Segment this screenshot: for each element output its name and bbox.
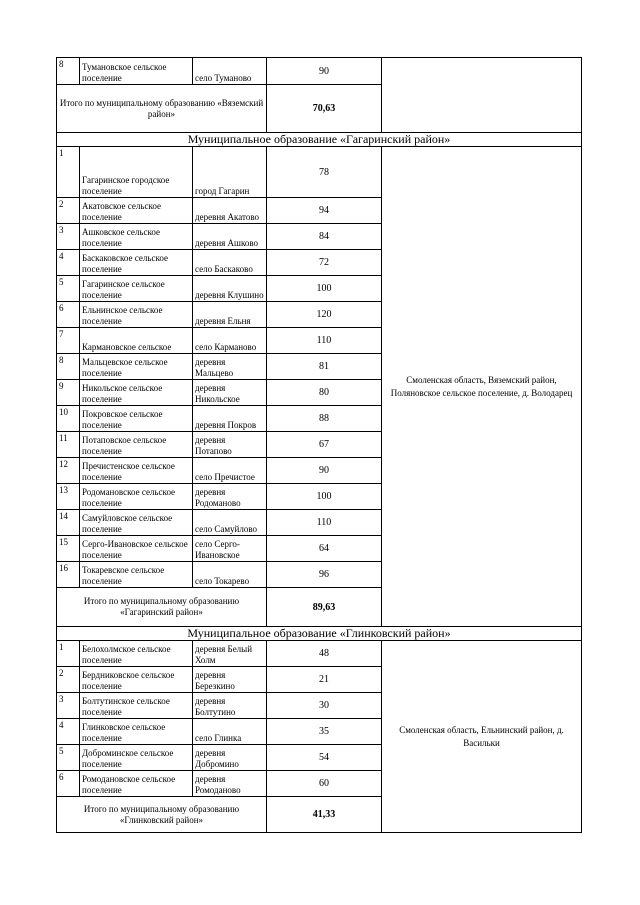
settlement-name: Тумановское сельское поселение — [80, 58, 193, 85]
row-number: 4 — [57, 719, 80, 745]
value-cell: 81 — [267, 354, 382, 380]
value-cell: 100 — [267, 484, 382, 510]
settlement-name: Акатовское сельское поселение — [80, 198, 193, 224]
settlement-name: Никольское сельское поселение — [80, 380, 193, 406]
admin-center: деревня Болтутино — [193, 693, 267, 719]
settlement-name: Покровское сельское поселение — [80, 406, 193, 432]
value-cell: 80 — [267, 380, 382, 406]
settlement-name: Мальцевское сельское поселение — [80, 354, 193, 380]
settlement-name: Серго-Ивановское сельское поселение — [80, 536, 193, 562]
value-cell: 64 — [267, 536, 382, 562]
settlement-name: Гагаринское городское поселение — [80, 147, 193, 198]
value-cell: 110 — [267, 510, 382, 536]
value-cell: 30 — [267, 693, 382, 719]
admin-center: деревня Акатово — [193, 198, 267, 224]
value-cell: 54 — [267, 745, 382, 771]
total-value: 89,63 — [267, 588, 382, 627]
admin-center: деревня Ельня — [193, 302, 267, 328]
location-cell: Смоленская область, Вяземский район, Поляновское сельское поселение, д. Володарец — [382, 147, 582, 627]
value-cell: 90 — [267, 458, 382, 484]
value-cell: 100 — [267, 276, 382, 302]
value-cell: 48 — [267, 641, 382, 667]
admin-center: деревня Ромоданово — [193, 771, 267, 797]
settlement-name: Потаповское сельское поселение — [80, 432, 193, 458]
total-value: 41,33 — [267, 797, 382, 833]
admin-center: деревня Потапово — [193, 432, 267, 458]
location-cell-empty — [382, 58, 582, 133]
settlement-name: Гагаринское сельское поселение — [80, 276, 193, 302]
settlement-name: Глинковское сельское поселение — [80, 719, 193, 745]
admin-center: деревня Белый Холм — [193, 641, 267, 667]
settlement-name: Кармановское сельское — [80, 328, 193, 354]
settlement-name: Ромодановское сельское поселение — [80, 771, 193, 797]
table-row — [57, 147, 582, 198]
section-header-row — [57, 627, 582, 641]
row-number: 16 — [57, 562, 80, 588]
value-cell: 67 — [267, 432, 382, 458]
value-cell: 84 — [267, 224, 382, 250]
settlement-name: Ашковское сельское поселение — [80, 224, 193, 250]
row-number: 2 — [57, 198, 80, 224]
row-number: 13 — [57, 484, 80, 510]
admin-center: город Гагарин — [193, 147, 267, 198]
total-value: 70,63 — [267, 85, 382, 133]
row-number: 6 — [57, 771, 80, 797]
admin-center: деревня Никольское — [193, 380, 267, 406]
row-number: 8 — [57, 58, 80, 85]
row-number: 10 — [57, 406, 80, 432]
value-cell: 60 — [267, 771, 382, 797]
value-cell: 120 — [267, 302, 382, 328]
total-label: Итого по муниципальному образованию «Глинковский район» — [57, 797, 267, 833]
row-number: 4 — [57, 250, 80, 276]
admin-center: деревня Клушино — [193, 276, 267, 302]
row-number: 11 — [57, 432, 80, 458]
settlement-name: Ельнинское сельское поселение — [80, 302, 193, 328]
settlement-name: Токаревское сельское поселение — [80, 562, 193, 588]
admin-center: деревня Покров — [193, 406, 267, 432]
settlement-name: Родомановское сельское поселение — [80, 484, 193, 510]
total-label: Итого по муниципальному образованию «Гагаринский район» — [57, 588, 267, 627]
row-number: 5 — [57, 276, 80, 302]
admin-center: село Туманово — [193, 58, 267, 85]
row-number: 6 — [57, 302, 80, 328]
value-cell: 78 — [267, 147, 382, 198]
settlement-name: Белохолмское сельское поселение — [80, 641, 193, 667]
value-cell: 94 — [267, 198, 382, 224]
row-number: 7 — [57, 328, 80, 354]
admin-center: деревня Мальцево — [193, 354, 267, 380]
row-number: 9 — [57, 380, 80, 406]
value-cell: 96 — [267, 562, 382, 588]
location-cell: Смоленская область, Ельнинский район, д. Васильки — [382, 641, 582, 833]
row-number: 1 — [57, 147, 80, 198]
admin-center: село Карманово — [193, 328, 267, 354]
section-title: Муниципальное образование «Гагаринский район» — [57, 133, 582, 147]
admin-center: село Самуйлово — [193, 510, 267, 536]
row-number: 2 — [57, 667, 80, 693]
section-title: Муниципальное образование «Глинковский район» — [57, 627, 582, 641]
settlements-table — [56, 57, 582, 833]
row-number: 14 — [57, 510, 80, 536]
admin-center: село Пречистое — [193, 458, 267, 484]
table-row — [57, 58, 582, 85]
admin-center: деревня Ашково — [193, 224, 267, 250]
value-cell: 90 — [267, 58, 382, 85]
row-number: 8 — [57, 354, 80, 380]
row-number: 15 — [57, 536, 80, 562]
row-number: 3 — [57, 693, 80, 719]
row-number: 5 — [57, 745, 80, 771]
value-cell: 110 — [267, 328, 382, 354]
settlement-name: Самуйловское сельское поселение — [80, 510, 193, 536]
admin-center: село Серго-Ивановское — [193, 536, 267, 562]
admin-center: деревня Березкино — [193, 667, 267, 693]
settlement-name: Доброминское сельское поселение — [80, 745, 193, 771]
row-number: 1 — [57, 641, 80, 667]
settlement-name: Баскаковское сельское поселение — [80, 250, 193, 276]
value-cell: 88 — [267, 406, 382, 432]
value-cell: 21 — [267, 667, 382, 693]
row-number: 12 — [57, 458, 80, 484]
settlement-name: Пречистенское сельское поселение — [80, 458, 193, 484]
admin-center: деревня Родоманово — [193, 484, 267, 510]
settlement-name: Болтутинское сельское поселение — [80, 693, 193, 719]
admin-center: село Токарево — [193, 562, 267, 588]
row-number: 3 — [57, 224, 80, 250]
document-page — [56, 57, 581, 833]
total-label: Итого по муниципальному образованию «Вяземский район» — [57, 85, 267, 133]
table-row — [57, 641, 582, 667]
admin-center: деревня Добромино — [193, 745, 267, 771]
value-cell: 72 — [267, 250, 382, 276]
settlement-name: Бердниковское сельское поселение — [80, 667, 193, 693]
admin-center: село Баскаково — [193, 250, 267, 276]
value-cell: 35 — [267, 719, 382, 745]
section-header-row — [57, 133, 582, 147]
admin-center: село Глинка — [193, 719, 267, 745]
